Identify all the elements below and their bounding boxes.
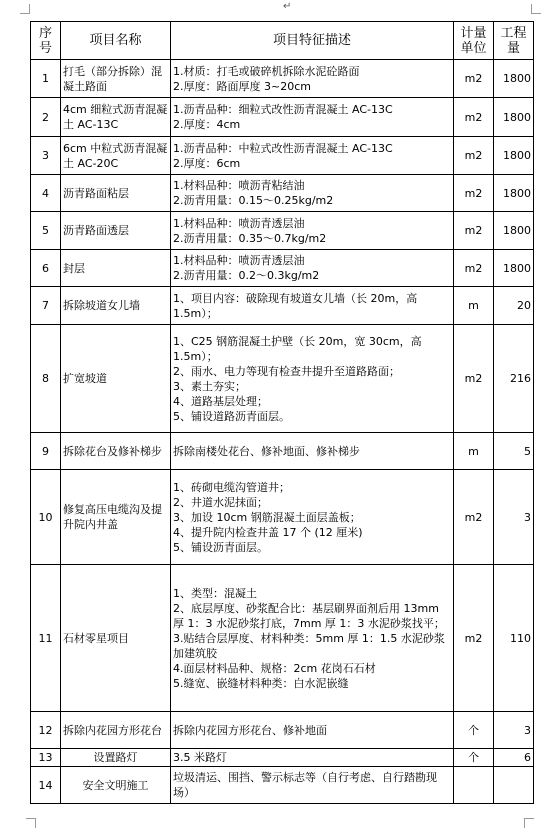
item-description — [171, 325, 454, 433]
table-row — [31, 60, 534, 98]
quantity: 1800 — [494, 250, 534, 287]
item-name: 6cm 中粒式沥青混凝土 AC-20C — [61, 137, 171, 175]
row-number: 12 — [31, 712, 61, 749]
item-name: 沥青路面透层 — [61, 212, 171, 250]
table-row — [31, 325, 534, 433]
quantity — [494, 767, 534, 804]
table-row — [31, 565, 534, 712]
header-qty: 工程量 — [494, 22, 534, 60]
item-name: 扩宽坡道 — [61, 325, 171, 433]
item-description — [171, 175, 454, 212]
description-line: 2.厚度：路面厚度 3~20cm — [173, 79, 311, 93]
item-name: 石材零星项目 — [61, 565, 171, 712]
quantity: 1800 — [494, 212, 534, 250]
description-line: 1、砖砌电缆沟管道井； — [173, 480, 290, 494]
item-description — [171, 212, 454, 250]
description-line: 1.材料品种：喷沥青粘结油 — [173, 179, 305, 192]
description-line: 3.5 米路灯 — [173, 751, 227, 764]
row-number: 1 — [31, 60, 61, 98]
item-description — [171, 98, 454, 137]
description-line: 2.沥青用量：0.2～0.3kg/m2 — [173, 269, 320, 282]
row-number: 7 — [31, 287, 61, 325]
quantity: 110 — [494, 565, 534, 712]
description-line: 2.沥青用量：0.35～0.7kg/m2 — [173, 231, 327, 245]
page-corner-mark-top-right — [531, 4, 541, 14]
item-description — [171, 565, 454, 712]
description-line: 5.缝宽、嵌缝材料种类：白水泥嵌缝 — [173, 676, 349, 690]
description-line: 1、类型：混凝土 — [173, 586, 257, 600]
item-name: 封层 — [61, 250, 171, 287]
table-header-row — [31, 22, 534, 60]
description-line: 1、项目内容：破除现有坡道女儿墙（长 20m，高 1.5m）； — [173, 291, 418, 320]
bill-of-quantities-table — [30, 21, 534, 804]
unit-of-measure: m2 — [454, 470, 494, 565]
quantity: 1800 — [494, 137, 534, 175]
description-line: 拆除内花园方形花台、修补地面 — [173, 723, 327, 737]
row-number: 2 — [31, 98, 61, 137]
description-line: 2.沥青用量：0.15～0.25kg/m2 — [173, 194, 334, 207]
row-number: 3 — [31, 137, 61, 175]
row-number: 13 — [31, 749, 61, 767]
quantity: 3 — [494, 712, 534, 749]
unit-of-measure: 个 — [454, 712, 494, 749]
unit-of-measure: m — [454, 433, 494, 470]
unit-of-measure: m2 — [454, 250, 494, 287]
description-line: 4、道路基层处理； — [173, 394, 268, 408]
description-line: 1.材料品种：喷沥青透层油 — [173, 216, 305, 230]
item-description — [171, 712, 454, 749]
row-number: 11 — [31, 565, 61, 712]
header-desc: 项目特征描述 — [171, 22, 454, 60]
table-row — [31, 175, 534, 212]
item-name: 打毛（部分拆除）混凝土路面 — [61, 60, 171, 98]
quantity: 216 — [494, 325, 534, 433]
description-line: 2、底层厚度、砂浆配合比：基层刷界面剂后用 13mm 厚 1：3 水泥砂浆打底，7mm 厚 1：3 水泥砂浆找平； — [173, 601, 445, 630]
item-name: 拆除坡道女儿墙 — [61, 287, 171, 325]
unit-of-measure: m2 — [454, 175, 494, 212]
description-line: 1.沥青品种：细粒式改性沥青混凝土 AC-13C — [173, 103, 393, 116]
quantity: 1800 — [494, 60, 534, 98]
description-line: 4、提升院内检查井盖 17 个 (12 厘米) — [173, 525, 363, 539]
table-row — [31, 98, 534, 137]
item-description — [171, 250, 454, 287]
table-row — [31, 287, 534, 325]
table-row — [31, 749, 534, 767]
table-row — [31, 250, 534, 287]
description-line: 5、铺设沥青面层。 — [173, 540, 268, 554]
table-row — [31, 433, 534, 470]
row-number: 5 — [31, 212, 61, 250]
table-row — [31, 470, 534, 565]
row-number: 9 — [31, 433, 61, 470]
quantity: 1800 — [494, 175, 534, 212]
description-line: 1.材质：打毛或破碎机拆除水泥砼路面 — [173, 64, 360, 78]
description-line: 垃圾清运、围挡、警示标志等（自行考虑、自行踏勘现场） — [173, 771, 437, 799]
unit-of-measure: m2 — [454, 212, 494, 250]
item-name: 4cm 细粒式沥青混凝土 AC-13C — [61, 98, 171, 137]
row-number: 8 — [31, 325, 61, 433]
item-description — [171, 137, 454, 175]
unit-of-measure: m2 — [454, 60, 494, 98]
description-line: 4.面层材料品种、规格：2cm 花岗石石材 — [173, 661, 376, 675]
table-row — [31, 712, 534, 749]
item-name: 修复高压电缆沟及提升院内井盖 — [61, 470, 171, 565]
quantity: 6 — [494, 749, 534, 767]
description-line: 3、素土夯实； — [173, 379, 246, 393]
item-description — [171, 60, 454, 98]
row-number: 4 — [31, 175, 61, 212]
description-line: 1、C25 钢筋混凝土护壁（长 20m，宽 30cm，高 1.5m）； — [173, 334, 422, 363]
description-line: 3、加设 10cm 钢筋混凝土面层盖板； — [173, 510, 361, 524]
item-description — [171, 470, 454, 565]
description-line: 1.沥青品种：中粒式改性沥青混凝土 AC-13C — [173, 141, 393, 155]
page-corner-mark-top-left — [20, 4, 30, 14]
description-line: 1.材料品种：喷沥青透层油 — [173, 254, 305, 267]
item-name: 安全文明施工 — [61, 767, 171, 804]
description-line: 2、雨水、电力等现有检查井提升至道路路面； — [173, 364, 400, 378]
description-line: 拆除南楼处花台、修补地面、修补梯步 — [173, 444, 360, 458]
row-number: 10 — [31, 470, 61, 565]
quantity: 1800 — [494, 98, 534, 137]
paragraph-mark-icon: ↵ — [283, 1, 292, 12]
item-description — [171, 433, 454, 470]
description-line: 2、井道水泥抹面； — [173, 495, 268, 509]
table-row — [31, 212, 534, 250]
header-no: 序号 — [31, 22, 61, 60]
description-line: 2.厚度：4cm — [173, 118, 241, 131]
row-number: 14 — [31, 767, 61, 804]
description-line: 5、铺设道路沥青面层。 — [173, 409, 290, 423]
item-name: 拆除内花园方形花台 — [61, 712, 171, 749]
header-name: 项目名称 — [61, 22, 171, 60]
item-name: 拆除花台及修补梯步 — [61, 433, 171, 470]
quantity: 5 — [494, 433, 534, 470]
item-name: 设置路灯 — [61, 749, 171, 767]
unit-of-measure: m2 — [454, 98, 494, 137]
quantity: 20 — [494, 287, 534, 325]
page-corner-mark-bottom-right — [524, 818, 534, 828]
description-line: 2.厚度：6cm — [173, 156, 241, 170]
quantity: 3 — [494, 470, 534, 565]
unit-of-measure — [454, 767, 494, 804]
table-row — [31, 767, 534, 804]
table-row — [31, 137, 534, 175]
item-description — [171, 767, 454, 804]
header-unit: 计量单位 — [454, 22, 494, 60]
unit-of-measure: m2 — [454, 565, 494, 712]
description-line: 3.贴结合层厚度、材料种类：5mm 厚 1：1.5 水泥砂浆加建筑胶 — [173, 631, 445, 660]
item-description — [171, 749, 454, 767]
row-number: 6 — [31, 250, 61, 287]
item-name: 沥青路面粘层 — [61, 175, 171, 212]
unit-of-measure: m2 — [454, 137, 494, 175]
unit-of-measure: 个 — [454, 749, 494, 767]
page-corner-mark-bottom-left — [26, 818, 36, 828]
unit-of-measure: m — [454, 287, 494, 325]
item-description — [171, 287, 454, 325]
unit-of-measure: m2 — [454, 325, 494, 433]
